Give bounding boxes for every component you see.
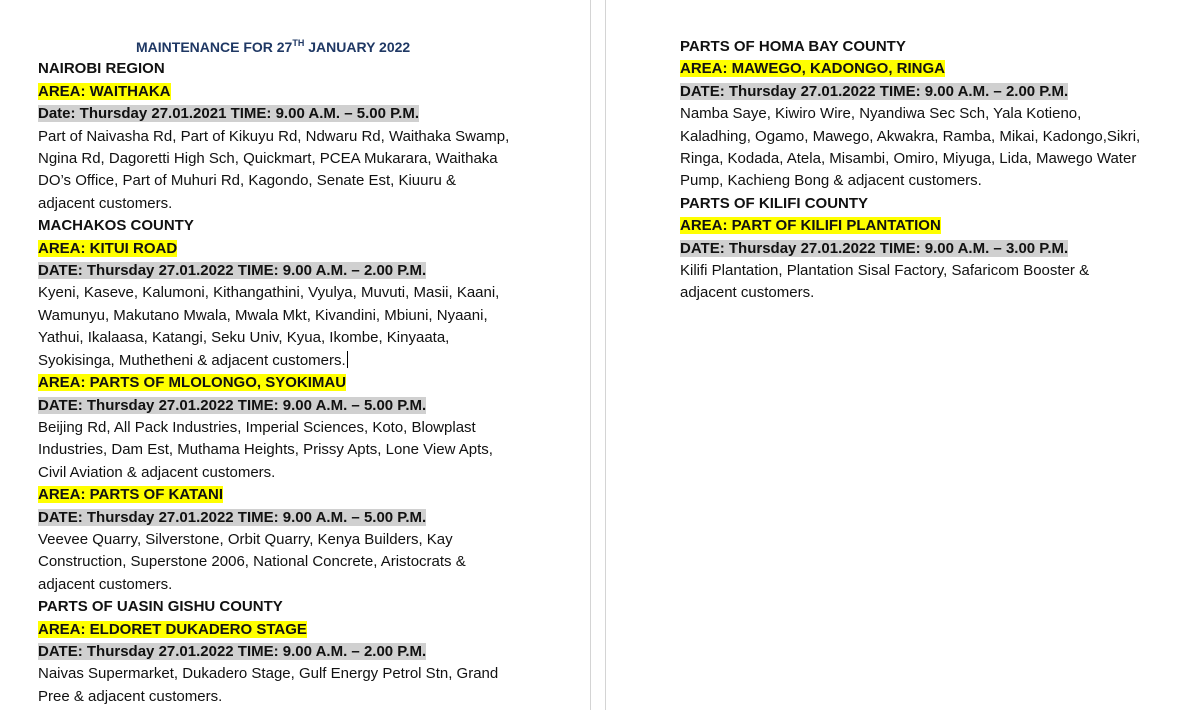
location-line: Kilifi Plantation, Plantation Sisal Factory, Safaricom Booster & xyxy=(680,262,1090,280)
text-cursor xyxy=(347,351,348,368)
section-katani xyxy=(38,484,578,596)
location-line: Ngina Rd, Dagoretti High Sch, Quickmart, PCEA Mukarara, Waithaka xyxy=(38,150,498,168)
location-line: Ringa, Kodada, Atela, Misambi, Omiro, Miyuga, Lida, Mawego Water xyxy=(680,150,1137,168)
location-line: Part of Naivasha Rd, Part of Kikuyu Rd, Ndwaru Rd, Waithaka Swamp, xyxy=(38,127,510,145)
date-time-line: DATE: Thursday 27.01.2022 TIME: 9.00 A.M. – 2.00 P.M. xyxy=(38,262,427,280)
location-line: Naivas Supermarket, Dukadero Stage, Gulf Energy Petrol Stn, Grand xyxy=(38,665,499,683)
date-time-line: DATE: Thursday 27.01.2022 TIME: 9.00 A.M. – 3.00 P.M. xyxy=(680,239,1069,257)
document-page-right xyxy=(606,0,1200,710)
date-time-line: DATE: Thursday 27.01.2022 TIME: 9.00 A.M. – 5.00 P.M. xyxy=(38,508,427,526)
location-line: Beijing Rd, All Pack Industries, Imperial Sciences, Koto, Blowplast xyxy=(38,418,476,436)
area-heading: AREA: PARTS OF MLOLONGO, SYOKIMAU xyxy=(38,374,347,392)
date-time-line: DATE: Thursday 27.01.2022 TIME: 9.00 A.M. – 2.00 P.M. xyxy=(680,82,1069,100)
area-heading: AREA: KITUI ROAD xyxy=(38,239,178,257)
area-heading: AREA: MAWEGO, KADONGO, RINGA xyxy=(680,60,945,78)
location-line: Pump, Kachieng Bong & adjacent customers. xyxy=(680,172,982,190)
title-prefix: MAINTENANCE FOR 27 xyxy=(136,39,293,55)
section-mlolongo-syokimau xyxy=(38,372,578,484)
area-heading: AREA: WAITHAKA xyxy=(38,82,171,100)
location-line: Kaladhing, Ogamo, Mawego, Akwakra, Ramba, Mikai, Kadongo,Sikri, xyxy=(680,127,1141,145)
section-homa-bay xyxy=(680,36,1190,193)
location-line: Industries, Dam Est, Muthama Heights, Prissy Apts, Lone View Apts, xyxy=(38,441,493,459)
location-line: adjacent customers. xyxy=(38,194,173,212)
left-column xyxy=(38,36,578,708)
location-line: adjacent customers. xyxy=(38,575,173,593)
location-line: adjacent customers. xyxy=(680,284,815,302)
date-time-line: Date: Thursday 27.01.2021 TIME: 9.00 A.M. – 5.00 P.M. xyxy=(38,105,419,123)
title-suffix: JANUARY 2022 xyxy=(304,39,411,55)
area-heading: AREA: PARTS OF KATANI xyxy=(38,486,223,504)
location-line: Yathui, Ikalaasa, Katangi, Seku Univ, Kyua, Ikombe, Kinyaata, xyxy=(38,329,450,347)
location-line: Veevee Quarry, Silverstone, Orbit Quarry, Kenya Builders, Kay xyxy=(38,530,453,548)
region-heading: PARTS OF KILIFI COUNTY xyxy=(680,194,869,212)
right-column xyxy=(680,36,1190,305)
location-line: DO’s Office, Part of Muhuri Rd, Kagondo, Senate Est, Kiuuru & xyxy=(38,172,456,190)
area-heading: AREA: ELDORET DUKADERO STAGE xyxy=(38,620,307,638)
section-eldoret-dukadero xyxy=(38,596,578,708)
area-heading: AREA: PART OF KILIFI PLANTATION xyxy=(680,217,941,235)
location-line: Construction, Superstone 2006, National Concrete, Aristocrats & xyxy=(38,553,466,571)
region-heading: PARTS OF UASIN GISHU COUNTY xyxy=(38,598,283,616)
section-kilifi xyxy=(680,193,1190,305)
document-page-left xyxy=(0,0,590,710)
location-line: Civil Aviation & adjacent customers. xyxy=(38,463,276,481)
date-time-line: DATE: Thursday 27.01.2022 TIME: 9.00 A.M. – 2.00 P.M. xyxy=(38,642,427,660)
section-waithaka xyxy=(38,58,578,215)
location-line: Wamunyu, Makutano Mwala, Mwala Mkt, Kivandini, Mbiuni, Nyaani, xyxy=(38,306,488,324)
location-line: Namba Saye, Kiwiro Wire, Nyandiwa Sec Sch, Yala Kotieno, xyxy=(680,105,1082,123)
region-heading: PARTS OF HOMA BAY COUNTY xyxy=(680,38,906,55)
date-time-line: DATE: Thursday 27.01.2022 TIME: 9.00 A.M. – 5.00 P.M. xyxy=(38,396,427,414)
location-line: Syokisinga, Muthetheni & adjacent customers. xyxy=(38,351,346,369)
region-heading: NAIROBI REGION xyxy=(38,60,165,78)
location-line: Kyeni, Kaseve, Kalumoni, Kithangathini, Vyulya, Muvuti, Masii, Kaani, xyxy=(38,284,500,302)
title-superscript: TH xyxy=(292,38,305,48)
region-heading: MACHAKOS COUNTY xyxy=(38,217,194,235)
section-kitui-road xyxy=(38,215,578,372)
location-line: Pree & adjacent customers. xyxy=(38,687,223,705)
document-title xyxy=(38,36,578,58)
page-gutter xyxy=(590,0,606,710)
